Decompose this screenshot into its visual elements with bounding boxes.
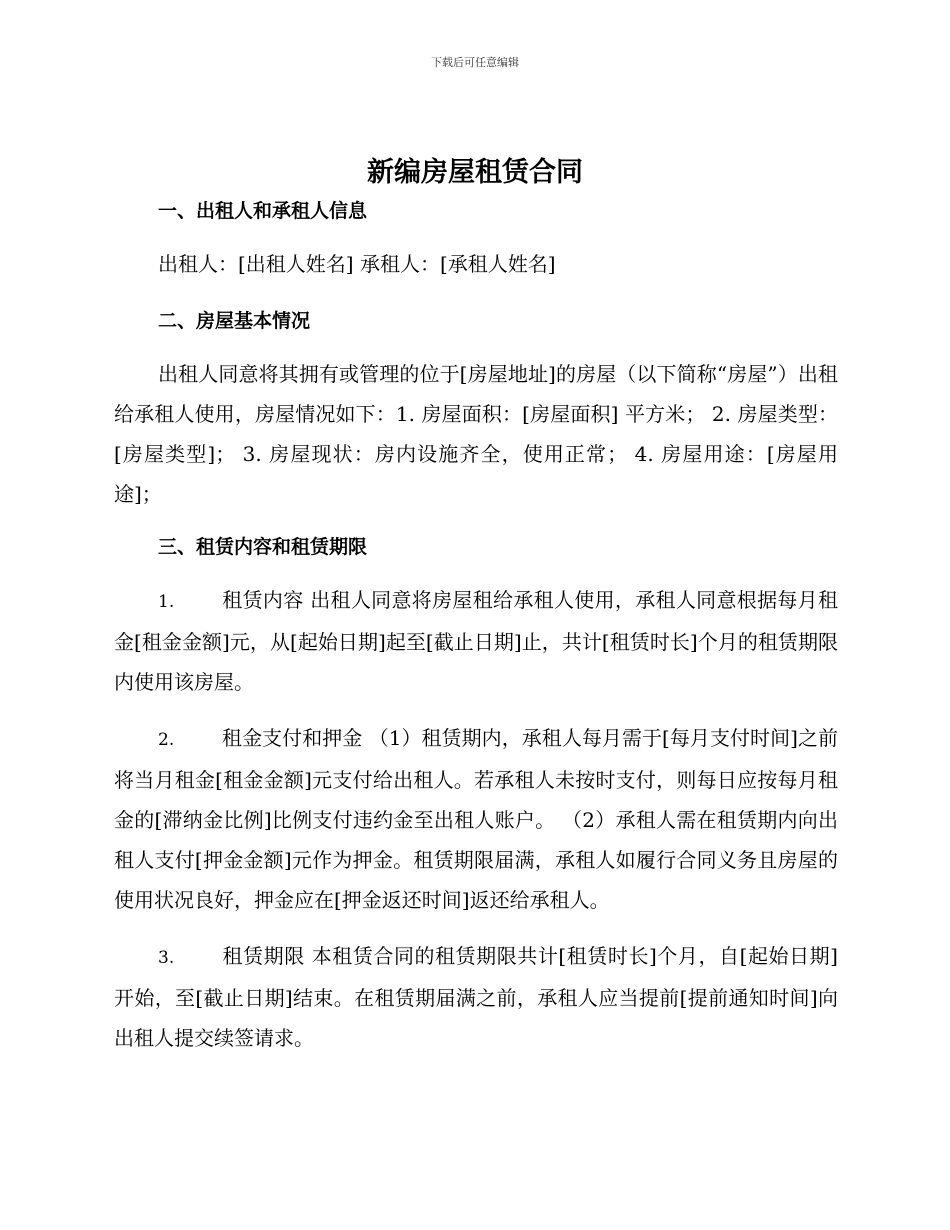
lease-item-number: 3. [158, 948, 175, 968]
document-title: 新编房屋租赁合同 [367, 157, 583, 188]
lease-item-content [114, 580, 838, 702]
lease-item-payment [114, 718, 838, 920]
lease-item-text: 租赁内容 出租人同意将房屋租给承租人使用，承租人同意根据每月租金[租金金额]元，从[起始日期]起至[截止日期]止，共计[租赁时长]个月的租赁期限内使用该房屋。 [114, 588, 838, 694]
section-text-property: 出租人同意将其拥有或管理的位于[房屋地址]的房屋（以下简称“房屋”）出租给承租人使用，房屋情况如下：1. 房屋面积：[房屋面积] 平方米； 2. 房屋类型：[房屋类型]； 3. 房屋现状：房内设施齐全，使用正常； 4. 房屋用途：[房屋用途]； [114, 362, 838, 506]
document-body [114, 196, 838, 1058]
section-heading-property: 二、房屋基本情况 [158, 310, 311, 332]
section-heading-parties: 一、出租人和承租人信息 [158, 200, 368, 222]
section-text-parties: 出租人：[出租人姓名] 承租人：[承租人姓名] [158, 252, 556, 276]
lease-item-text: 租金支付和押金 （1）租赁期内，承租人每月需于[每月支付时间]之前将当月租金[租金金额]元支付给出租人。若承租人未按时支付，则每日应按每月租金的[滞纳金比例]比例支付违约金至出租人账户。 （2）承租人需在租赁期内向出租人支付[押金金额]元作为押金。租赁期限届满，承租人如履行合同义务且房屋的使用状况良好，押金应在[押金返还时间]返还给承租人。 [114, 726, 838, 912]
section-heading-lease: 三、租赁内容和租赁期限 [158, 536, 368, 558]
lease-item-number: 2. [158, 730, 175, 750]
lease-item-term [114, 936, 838, 1058]
lease-item-number: 1. [158, 592, 175, 612]
lease-item-text: 租赁期限 本租赁合同的租赁期限共计[租赁时长]个月，自[起始日期]开始，至[截止日期]结束。在租赁期届满之前，承租人应当提前[提前通知时间]向出租人提交续签请求。 [114, 944, 838, 1050]
header-note: 下载后可任意编辑 [431, 56, 519, 69]
